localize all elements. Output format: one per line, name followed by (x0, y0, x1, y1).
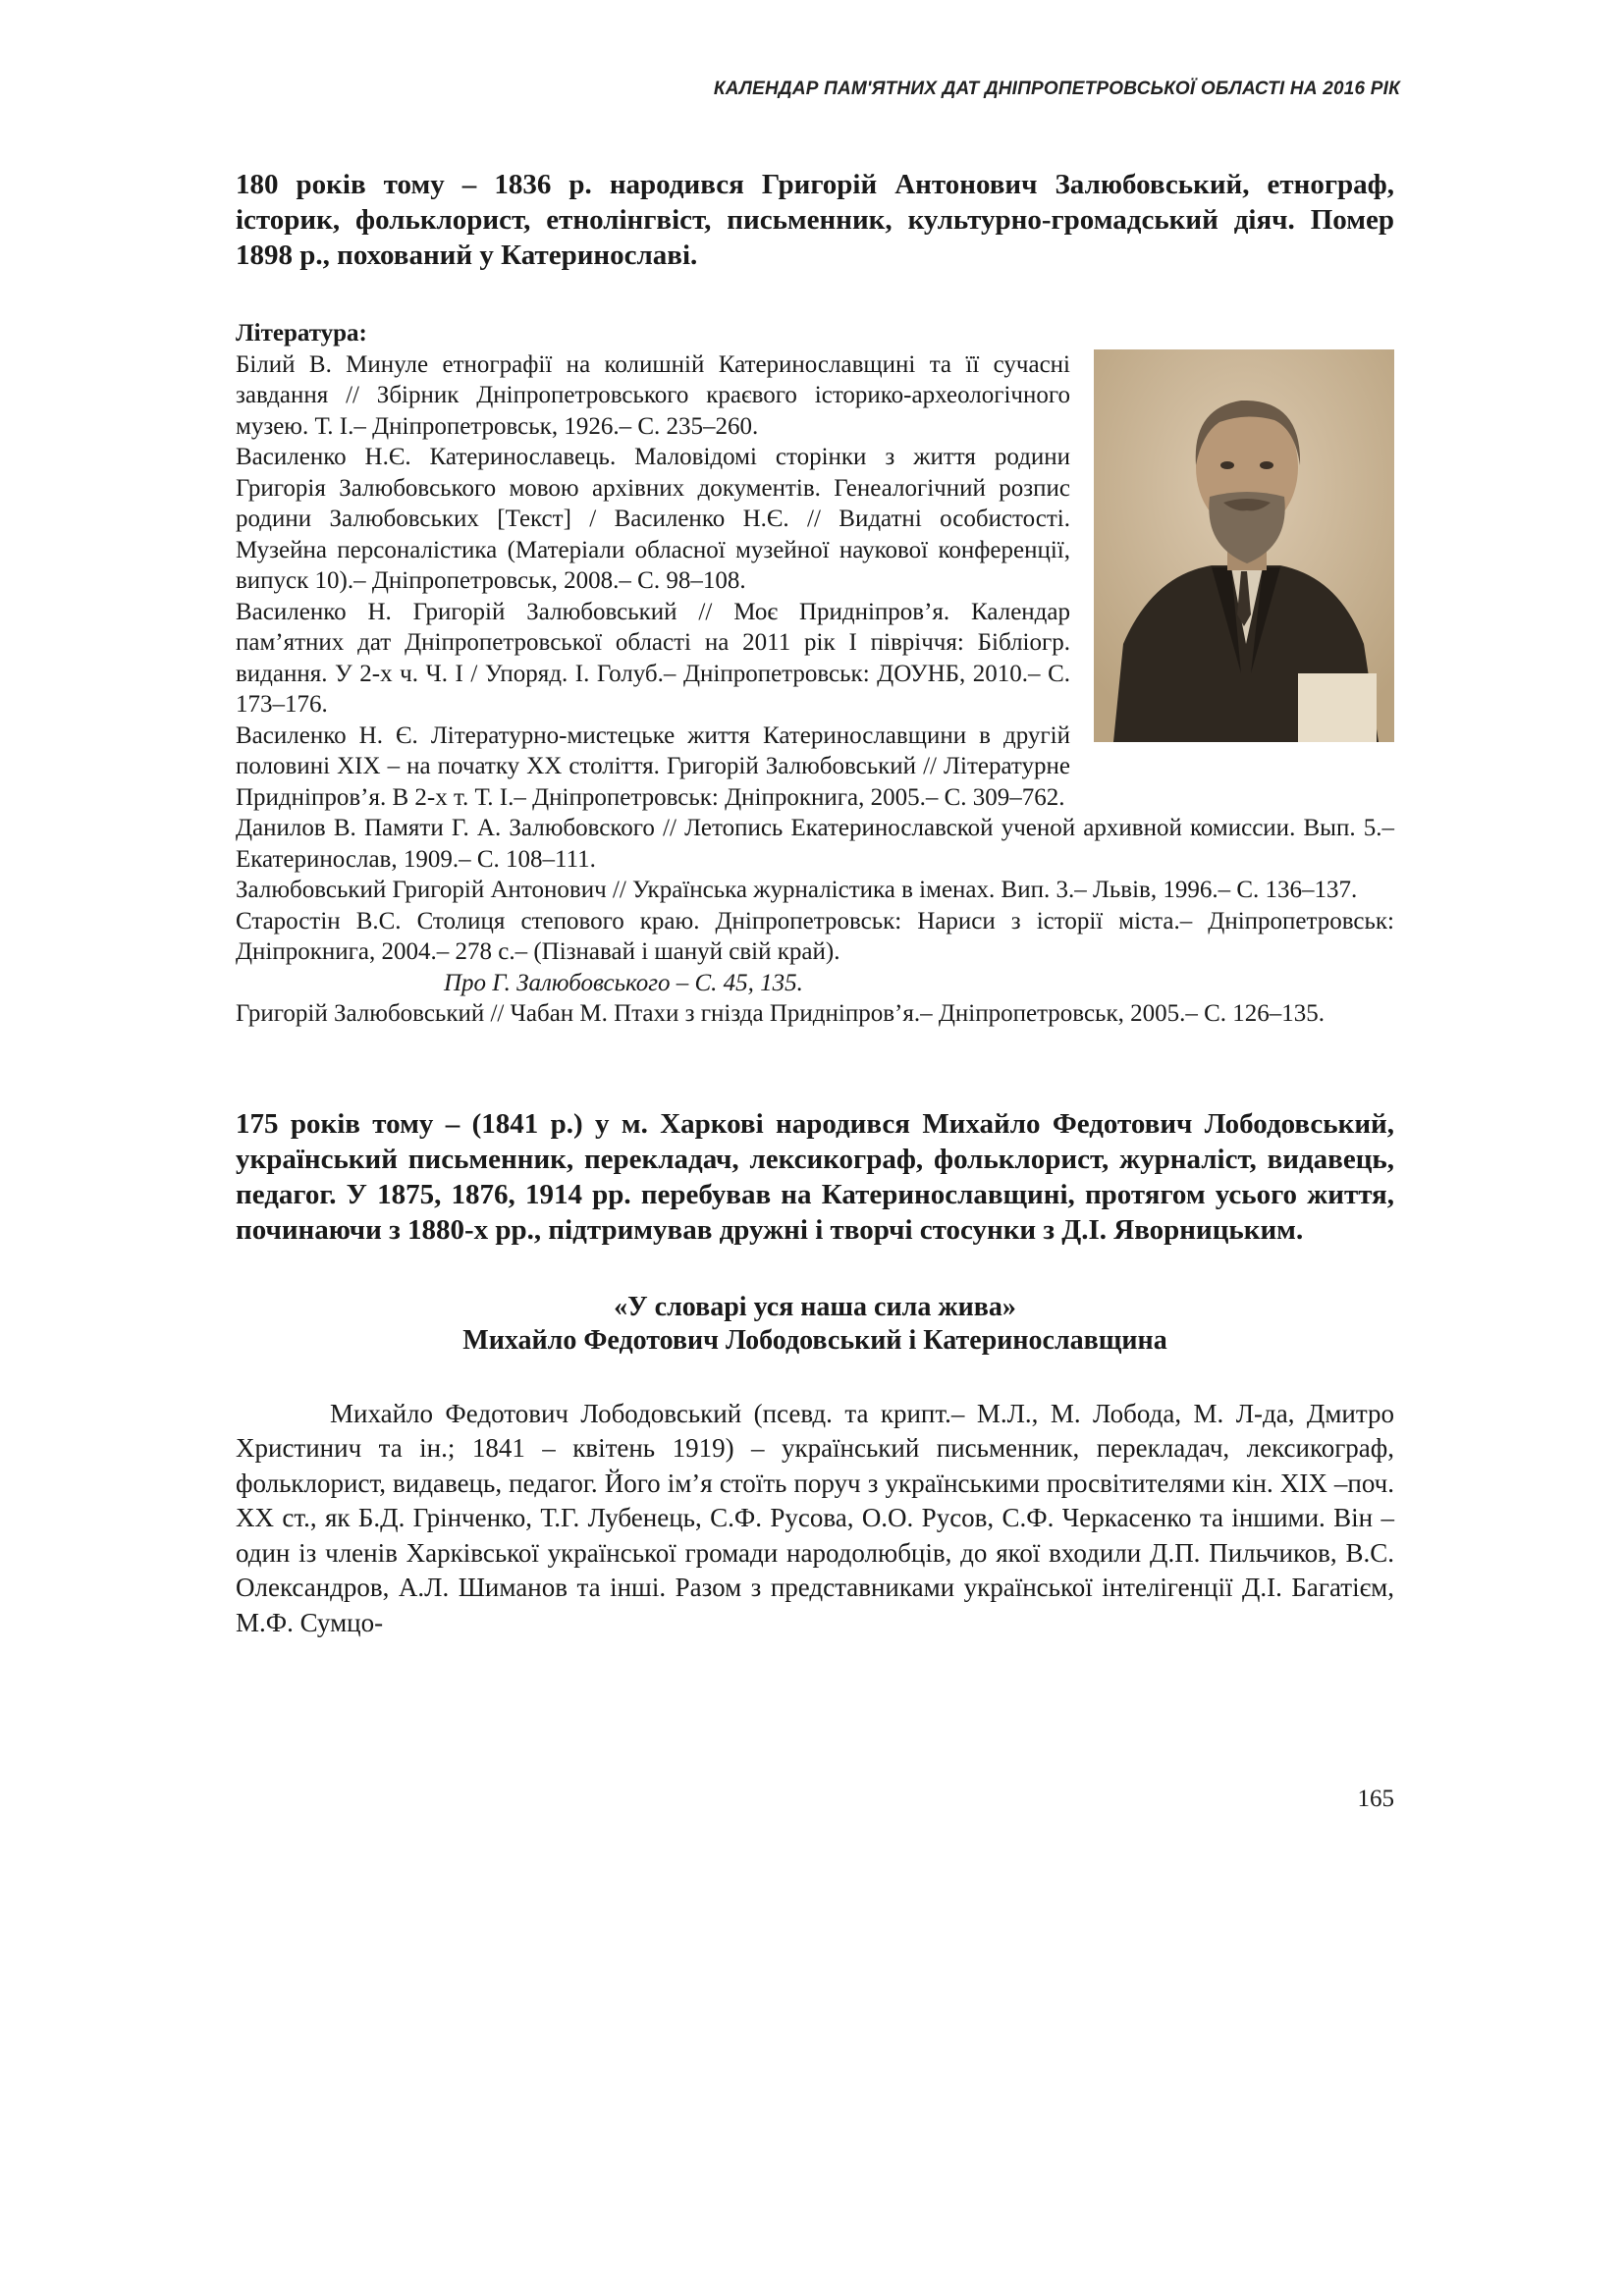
literature-ref-2: Василенко Н.Є. Катеринославець. Маловідомі сторінки з життя родини Григорія Залюбовського мовою архівних документів. Генеалогічний розпис родини Залюбовських [Текст] / Василенко Н.Є. // Видатні особистості. Музейна персоналістика (Матеріали обласної музейної наукової конференції, випуск 10).– Дніпропетровськ, 2008.– С. 98–108. (236, 444, 1070, 594)
literature-block (236, 318, 1394, 1030)
literature-ref-8: Григорій Залюбовський // Чабан М. Птахи з гнізда Придніпров’я.– Дніпропетровськ, 2005.– С. 126–135. (236, 1000, 1326, 1027)
article-title-line-2: Михайло Федотович Лободовський і Катеринославщина (462, 1324, 1167, 1356)
literature-ref-6: Залюбовський Григорій Антонович // Українська журналістика в іменах. Вип. 3.– Львів, 1996.– С. 136–137. (236, 877, 1358, 903)
literature-ref-3: Василенко Н. Григорій Залюбовський // Моє Придніпров’я. Календар пам’ятних дат Дніпропетровської області на 2011 рік І півріччя: Бібліогр. видання. У 2-х ч. Ч. І / Упоряд. І. Голуб.– Дніпропетровськ: ДОУНБ, 2010.– С. 173–176. (236, 598, 1070, 718)
entry-heading-zaliubovskyi: 180 років тому – 1836 р. народився Григорій Антонович Залюбовський, етнограф, історик, фольклорист, етнолінгвіст, письменник, культурно-громадський діяч. Помер 1898 р., похований у Катеринославі. (236, 169, 1394, 271)
portrait-photo (1094, 349, 1394, 742)
running-header: КАЛЕНДАР ПАМ'ЯТНИХ ДАТ ДНІПРОПЕТРОВСЬКОЇ ОБЛАСТІ НА 2016 РІК (713, 79, 1400, 99)
entry-heading-lobodovskyi: 175 років тому – (1841 р.) у м. Харкові народився Михайло Федотович Лободовський, український письменник, перекладач, лексикограф, фольклорист, журналіст, видавець, педагог. У 1875, 1876, 1914 рр. перебував на Катеринославщині, протягом усього життя, починаючи з 1880-х рр., підтримував дружні і творчі стосунки з Д.І. Яворницьким. (236, 1107, 1394, 1246)
page-number: 165 (1357, 1786, 1394, 1812)
article-body-paragraph: Михайло Федотович Лободовський (псевд. та крипт.– М.Л., М. Лобода, М. Л-да, Дмитро Христинич та ін.; 1841 – квітень 1919) – український письменник, перекладач, лексикограф, фольклорист, видавець, педагог. Його ім’я стоїть поруч з українськими просвітителями кін. ХІХ –поч. ХХ ст., як Б.Д. Грінченко, Т.Г. Лубенець, С.Ф. Русова, О.О. Русов, С.Ф. Черкасенко та іншими. Він – один із членів Харківської української громади народолюбців, до якої входили Д.П. Пильчиков, В.С. Олександров, А.Л. Шиманов та інші. Разом з представниками української інтелігенції Д.І. Багатієм, М.Ф. Сумцо- (236, 1398, 1394, 1637)
literature-ref-4: Василенко Н. Є. Літературно-мистецьке життя Катеринославщини в другій половині ХІХ – на початку ХХ століття. Григорій Залюбовський // Літературне Придніпров’я. В 2-х т. Т. І.– Дніпропетровськ: Дніпрокнига, 2005.– С. 309–762. (236, 721, 1070, 811)
page-content (236, 167, 1394, 1667)
literature-label: Література: (236, 320, 367, 347)
portrait-illustration (1094, 349, 1394, 742)
literature-note: Про Г. Залюбовського – С. 45, 135. (444, 969, 803, 996)
article-title-line-1: «У словарі уся наша сила жива» (614, 1291, 1016, 1322)
literature-ref-1: Білий В. Минуле етнографії на колишній Катеринославщині та її сучасні завдання // Збірник Дніпропетровського краєвого історико-археологічного музею. Т. І.– Дніпропетровськ, 1926.– С. 235–260. (236, 350, 1070, 440)
literature-ref-5: Данилов В. Памяти Г. А. Залюбовского // Летопись Екатеринославской ученой архивной комиссии. Вып. 5.– Екатеринослав, 1909.– С. 108–111. (236, 815, 1394, 873)
literature-ref-7: Старостін В.С. Столиця степового краю. Дніпропетровськ: Нариси з історії міста.– Дніпропетровськ: Дніпрокнига, 2004.– 278 с.– (Пізнавай і шануй свій край). (236, 907, 1394, 965)
article-title (236, 1291, 1394, 1358)
